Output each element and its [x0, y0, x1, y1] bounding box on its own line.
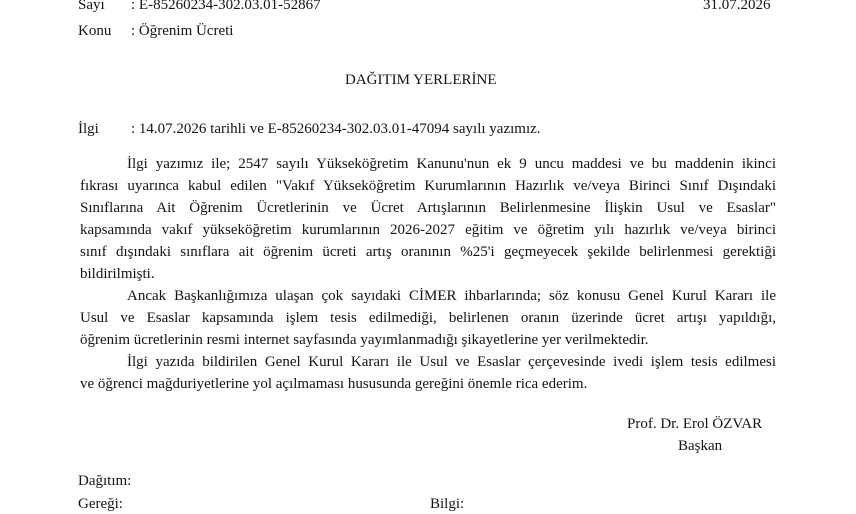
konu-value: : Öğrenim Ücreti — [131, 23, 234, 39]
document-date: 31.07.2026 — [703, 0, 771, 13]
paragraph-1-line: kapsamında vakıf yükseköğretim kurumlarının 2026-2027 eğitim ve öğretim yılı hazırlık ve/veya birinci — [80, 222, 776, 238]
paragraph-2-line: Ancak Başkanlığımıza ulaşan çok sayıdaki CİMER ihbarlarında; söz konusu Genel Kurul Kararı ile — [127, 288, 776, 304]
paragraph-2-line: Usul ve Esaslar kapsamında işlem tesis edilmediği, belirlenen oranın üzerinde ücret artışı yapıldığı, — [80, 310, 776, 326]
distribution-geregi-label: Gereği: — [78, 496, 123, 512]
signature-name: Prof. Dr. Erol ÖZVAR — [627, 416, 763, 432]
paragraph-1-line: Sınıflarına Ait Öğrenim Ücretlerinin ve Ücret Artışlarının Belirlenmesine İlişkin Usul ve Esaslar" — [80, 200, 776, 216]
distribution-label: Dağıtım: — [78, 473, 132, 489]
paragraph-2-line: öğrenim ücretlerinin resmi internet sayfasında yayımlanmadığı şikayetlerine yer verilmektedir. — [80, 332, 649, 348]
sayi-value: : E-85260234-302.03.01-52867 — [131, 0, 321, 13]
ilgi-value: : 14.07.2026 tarihli ve E-85260234-302.03.01-47094 sayılı yazımız. — [131, 121, 541, 137]
paragraph-3-line: ve öğrenci mağduriyetlerine yol açılmaması hususunda gereğini önemle rica ederim. — [80, 376, 588, 392]
recipient-heading: DAĞITIM YERLERİNE — [345, 72, 497, 88]
ilgi-label: İlgi — [78, 121, 99, 137]
sayi-label: Sayı — [78, 0, 105, 13]
signature-title: Başkan — [678, 438, 723, 454]
paragraph-3-line: İlgi yazıda bildirilen Genel Kurul Kararı ile Usul ve Esaslar çerçevesinde ivedi işlem tesis edilmesi — [127, 354, 776, 370]
paragraph-1-line: fıkrası uyarınca kabul edilen "Vakıf Yükseköğretim Kurumlarının Hazırlık ve/veya Birinci Sınıf Dışındaki — [80, 178, 776, 194]
paragraph-1-line: İlgi yazımız ile; 2547 sayılı Yükseköğretim Kanunu'nun ek 9 uncu maddesi ve bu maddenin ikinci — [127, 156, 776, 172]
paragraph-1-line: bildirilmişti. — [80, 266, 155, 282]
paragraph-1-line: sınıf dışındaki sınıflara ait öğrenim ücreti artış oranının %25'i geçmeyecek şekilde belirlenmesi gerektiği — [80, 244, 776, 260]
konu-label: Konu — [78, 23, 112, 39]
distribution-bilgi-label: Bilgi: — [430, 496, 465, 512]
